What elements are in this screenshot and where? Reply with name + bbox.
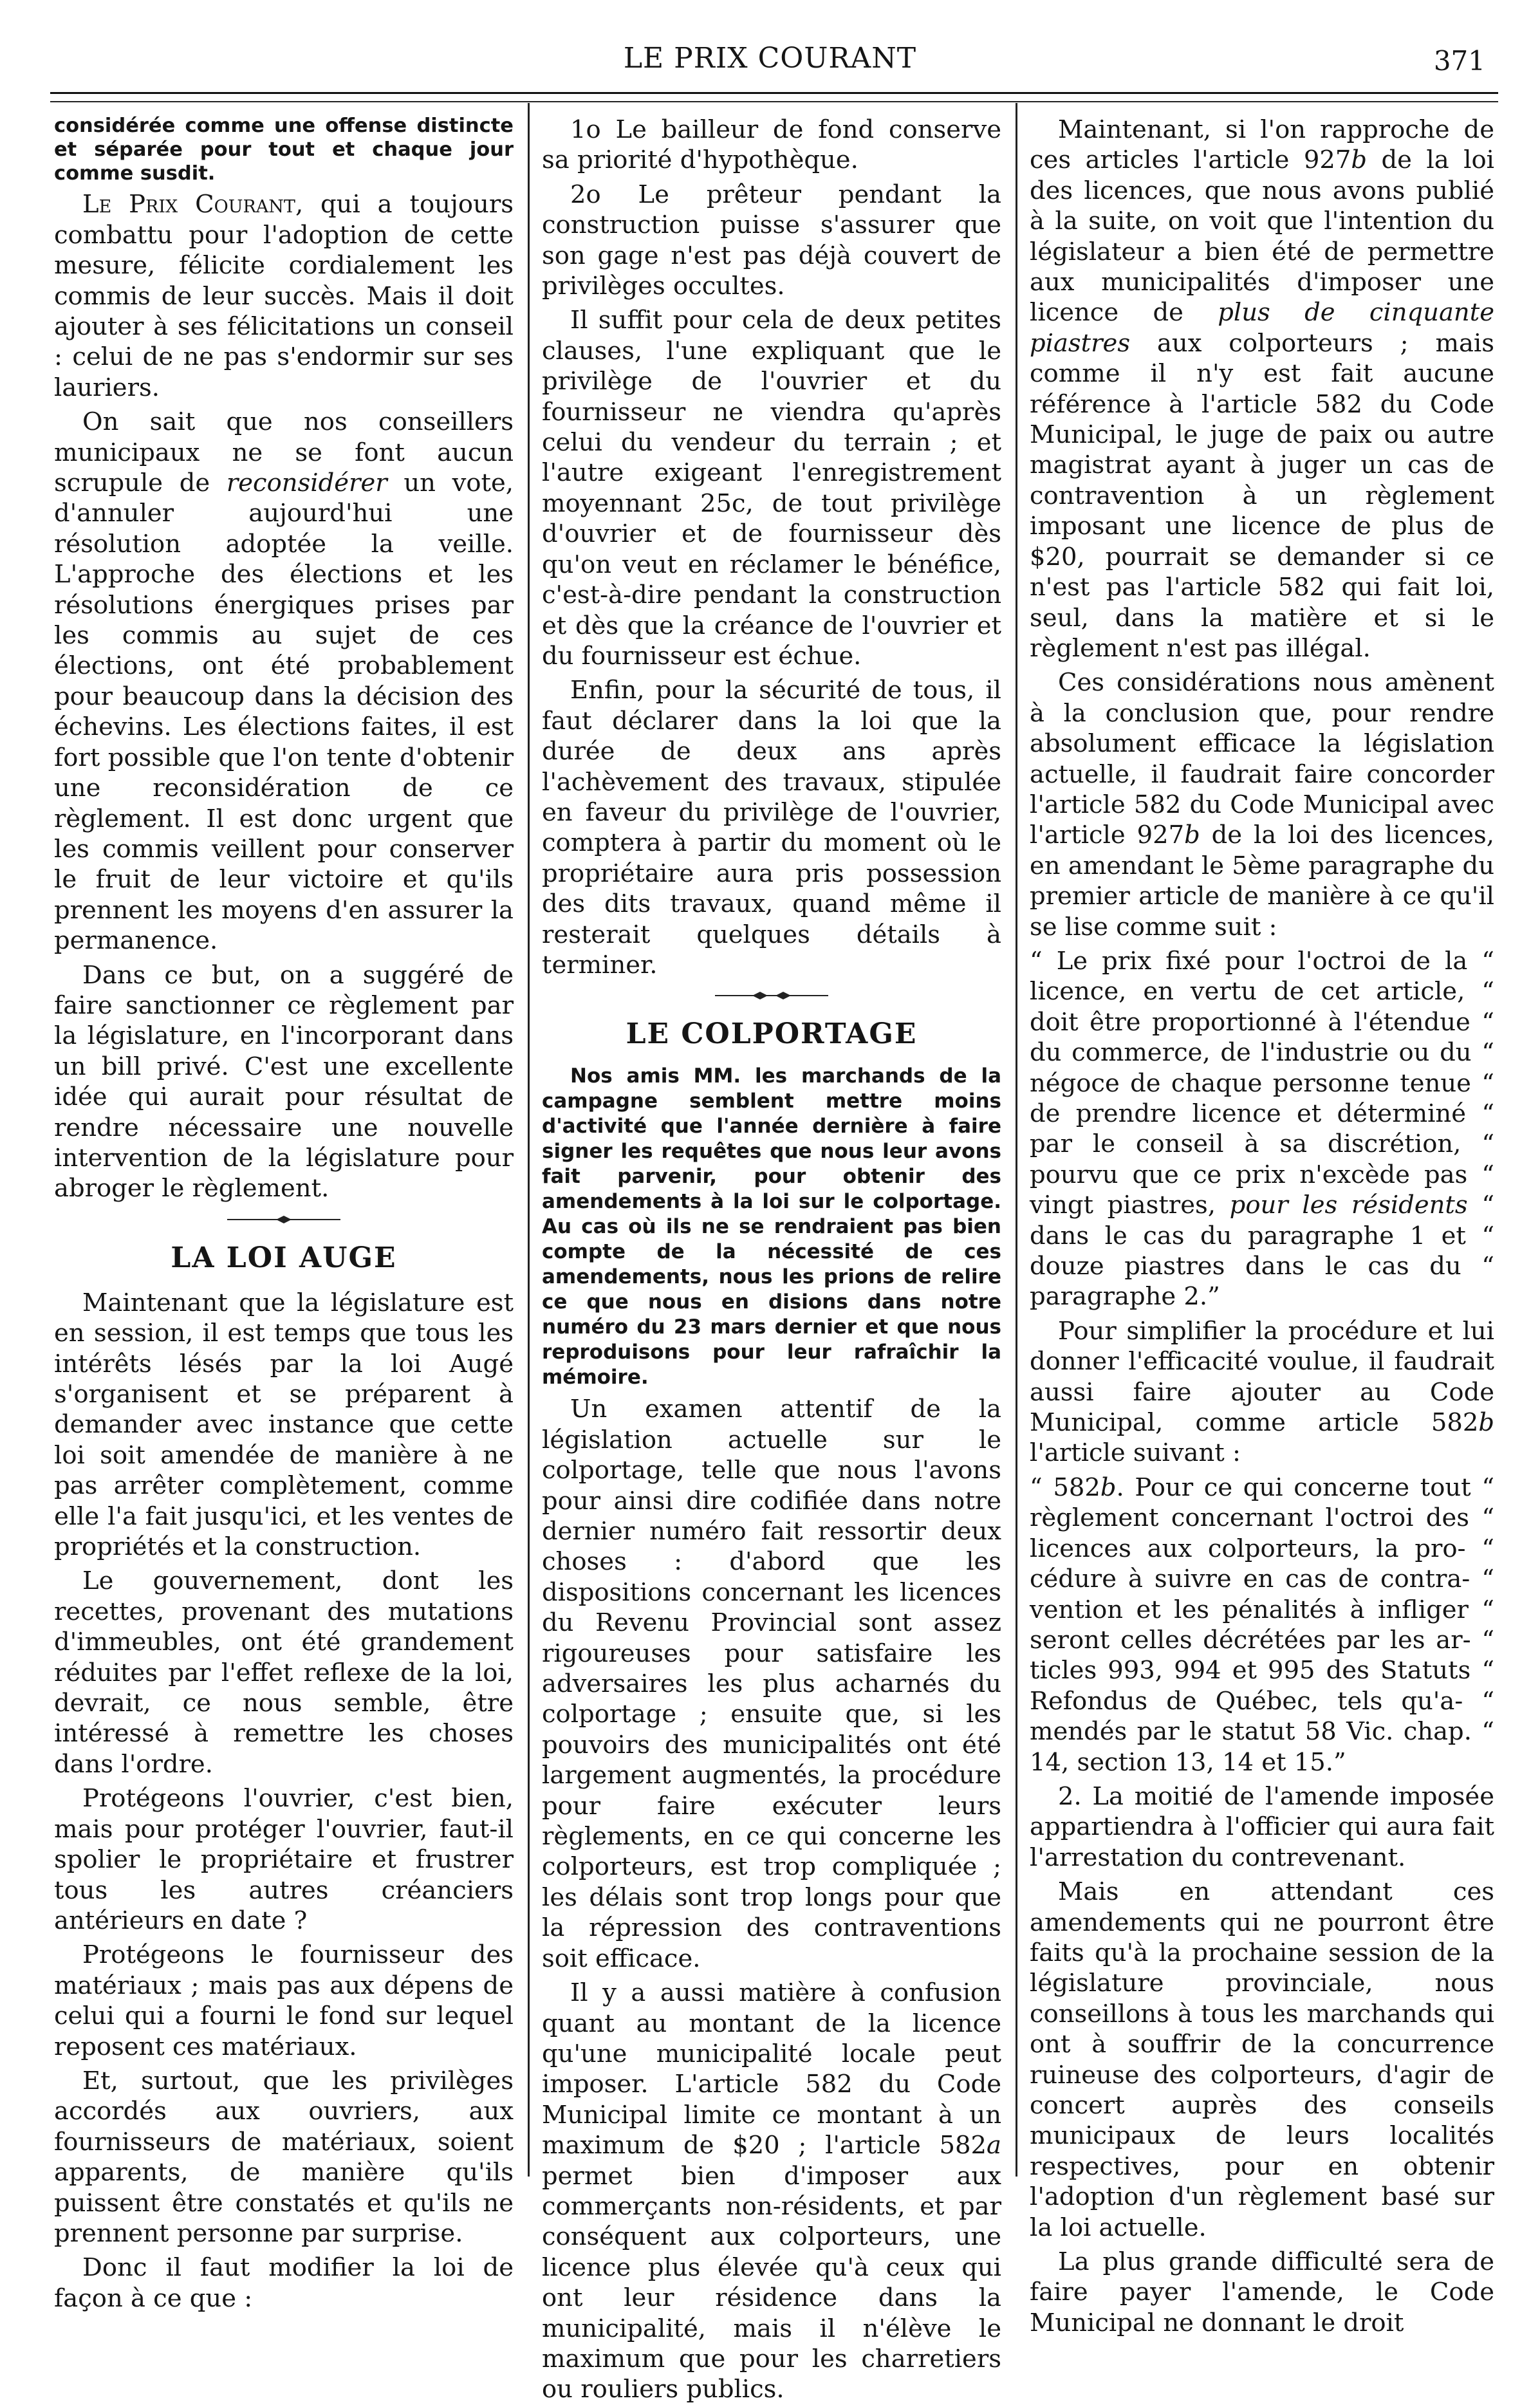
paragraph-text: Ces considérations nous amènent à la conclusion que, pour rendre absolument efficace la législation actuelle, il faudrait faire concorder l'article 582 du Code Municipal avec l'article 927: [1030, 668, 1494, 850]
quote-text: . Pour ce qui concerne tout “ règlement concernant l'octroi des “ licences aux colporteurs, la pro- “ cédure à suivre en cas de contra- “ vention et les pénalités à infliger “ seront celles décrétées par les ar- “ ticles 993, 994 et 995 des Statuts “ Refondus de Québec, tels qu'a- “ mendés par le statut 58 Vic. chap. “ 14, section 13, 14 et 15.”: [1030, 1472, 1495, 1777]
paragraph: Enfin, pour la sécurité de tous, il faut déclarer dans la loi que la durée de deux ans après l'achèvement des travaux, stipulée en faveur du privilège de l'ouvrier, comptera à partir du moment où le propriétaire aura pris possession des dits travaux, quand même il resterait quelques détails à terminer.: [542, 676, 1001, 980]
section-heading: LA LOI AUGE: [171, 1241, 397, 1274]
paragraph: [1030, 115, 1494, 664]
paragraph-text: Maintenant, si l'on rapproche de ces articles l'article 927: [1030, 115, 1494, 175]
quoted-amendment: [1030, 946, 1494, 1312]
intro-paragraph: Nos amis MM. les marchands de la campagne semblent mettre moins d'activité que l'année dernière à faire signer les requêtes que nous leur avons fait parvenir, pour obtenir des amendements à la loi sur le colportage. Au cas où ils ne se rendraient pas bien compte de la nécessité de ces amendements, nous les prions de relire ce que nous en disions dans notre numéro du 23 mars dernier et que nous reproduisons pour leur rafraîchir la mémoire.: [542, 1064, 1001, 1389]
paragraph: [1030, 667, 1494, 942]
page-header: [0, 0, 1540, 113]
paragraph-text: l'article suivant :: [1030, 1438, 1241, 1468]
paragraph: Le gouvernement, dont les recettes, provenant des mutations d'immeubles, ont été grandement réduites par l'effet reflexe de la loi, devrait, ce nous semble, être intéressé à remettre les choses dans l'ordre.: [54, 1566, 514, 1779]
paragraph-text: un vote, d'annuler aujourd'hui une résolution adoptée la veille. L'approche des élections et les résolutions énergiques prises par les commis au sujet de ces élections, ont été probablement pour beaucoup dans la décision des échevins. Les élections faites, il est fort possible que l'on tente d'obtenir une reconsidération de ce règlement. Il est donc urgent que les commis veillent pour conserver le fruit de leur victoire et qu'ils prennent les moyens d'en assurer la permanence.: [54, 469, 514, 956]
column-divider-2: [1016, 103, 1017, 2177]
paragraph-text: de la loi des licences, en amendant le 5ème paragraphe du premier article de manière à ce qu'il se lise comme suit :: [1030, 821, 1494, 942]
quote-text: “ 582: [1030, 1472, 1100, 1502]
emphasis-text: reconsidérer: [226, 469, 387, 498]
quote-text: “ Le prix fixé pour l'octroi de la “ licence, en vertu de cet article, “ doit être proportionné à l'étendue “ du commerce, de l'industrie ou du “ négoce de chaque personne tenue “ de prendre licence et déterminé “ par le conseil à sa discrétion, “ pourvu que ce prix n'excède pas “ vingt piastres,: [1030, 946, 1494, 1220]
paragraph-text: Pour simplifier la procédure et lui donner l'efficacité voulue, il faudrait aussi faire ajouter au Code Municipal, comme article 582: [1030, 1316, 1494, 1438]
paragraph: Mais en attendant ces amendements qui ne pourront être faits qu'à la prochaine session de la législature provinciale, nous conseillons à tous les marchands qui ont à souffrir de la concurrence ruineuse des colporteurs, d'agir de concert auprès des conseils municipaux de leurs localités respectives, pour en obtenir l'adoption d'un règlement basé sur la loi actuelle.: [1030, 1877, 1494, 2242]
paragraph: Donc il faut modifier la loi de façon à ce que :: [54, 2253, 514, 2313]
paragraph: Dans ce but, on a suggéré de faire sanctionner ce règlement par la législature, en l'incorporant dans un bill privé. C'est une excellente idée qui aurait pour résultat de rendre nécessaire une nouvelle intervention de la législature pour abroger le règlement.: [54, 960, 514, 1203]
emphasis-text: plus de cinquante piastres: [1030, 298, 1494, 358]
paragraph: considérée comme une offense distincte et séparée pour tout et chaque jour comme susdit.: [54, 115, 514, 185]
quote-text: “ dans le cas du paragraphe 1 et “ douze piastres dans le cas du “ paragraphe 2.”: [1030, 1191, 1495, 1312]
section-ornament: [714, 990, 830, 1001]
paragraph: Maintenant que la législature est en session, il est temps que tous les intérêts lésés par la loi Augé s'organisent et se préparent à demander avec instance que cette loi soit amendée de manière à ne pas arrêter complètement, comme elle l'a fait jusqu'ici, et les ventes de propriétés et la construction.: [54, 1288, 514, 1562]
paragraph: La plus grande difficulté sera de faire payer l'amende, le Code Municipal ne donnant le droit: [1030, 2247, 1494, 2337]
quoted-article: [1030, 1472, 1494, 1778]
page-number: 371: [1433, 45, 1485, 77]
header-rule-thin: [50, 101, 1498, 102]
paragraph: Et, surtout, que les privilèges accordés aux ouvriers, aux fournisseurs de matériaux, soient apparents, de manière qu'ils puissent être constatés et qu'ils ne prennent personne par surprise.: [54, 2066, 514, 2248]
column-2: [542, 115, 1001, 2404]
emphasis-text: b: [1184, 821, 1200, 850]
paragraph: [54, 407, 514, 956]
paragraph-text: Il y a aussi matière à confusion quant au montant de la licence qu'une municipalité locale peut imposer. L'article 582 du Code Municipal limite ce montant à un maximum de $20 ; l'article 582: [542, 1978, 1001, 2160]
newspaper-name: Le Prix Courant: [82, 190, 295, 219]
paragraph: 1o Le bailleur de fond conserve sa priorité d'hypothèque.: [542, 115, 1001, 175]
emphasis-text: b: [1351, 145, 1367, 175]
running-title: LE PRIX COURANT: [623, 42, 917, 75]
emphasis-text: a: [987, 2131, 1001, 2160]
section-ornament: [226, 1214, 342, 1225]
paragraph: 2. La moitié de l'amende imposée appartiendra à l'officier qui aura fait l'arrestation du contrevenant.: [1030, 1781, 1494, 1872]
emphasis-text: pour les résidents: [1229, 1191, 1468, 1220]
section-heading: LE COLPORTAGE: [626, 1017, 918, 1051]
paragraph: Il suffit pour cela de deux petites clauses, l'une expliquant que le privilège de l'ouvrier et du fournisseur ne viendra qu'après celui du vendeur du terrain ; et l'autre exigeant l'enregistrement moyennant 25c, de tout privilège d'ouvrier et de fournisseur dès qu'on veut en réclamer le bénéfice, c'est-à-dire pendant la construction et dès que la créance de l'ouvrier et du fournisseur est échue.: [542, 306, 1001, 671]
paragraph: [54, 189, 514, 403]
paragraph-text: On sait que nos conseillers municipaux ne se font aucun scrupule de: [54, 407, 514, 498]
paragraph-text: , qui a toujours combattu pour l'adoption de cette mesure, félicite cordialement les commis de leur succès. Mais il doit ajouter à ses félicitations un conseil : celui de ne pas s'endormir sur ses lauriers.: [54, 190, 514, 402]
paragraph: Protégeons le fournisseur des matériaux ; mais pas aux dépens de celui qui a fourni le fond sur lequel reposent ces matériaux.: [54, 1940, 514, 2061]
emphasis-text: b: [1100, 1472, 1117, 1502]
emphasis-text: b: [1478, 1408, 1494, 1438]
paragraph-text: de la loi des licences, que nous avons publié à la suite, on voit que l'intention du législateur a bien été de permettre aux municipalités d'imposer une licence de: [1030, 145, 1494, 328]
column-divider-1: [528, 103, 530, 2177]
paragraph: [1030, 1316, 1494, 1469]
header-rule-thick: [50, 92, 1498, 94]
paragraph: 2o Le prêteur pendant la construction puisse s'assurer que son gage n'est pas déjà couvert de privilèges occultes.: [542, 180, 1001, 301]
paragraph: Protégeons l'ouvrier, c'est bien, mais pour protéger l'ouvrier, faut-il spolier le propriétaire et frustrer tous les autres créanciers antérieurs en date ?: [54, 1784, 514, 1935]
paragraph-text: aux colporteurs ; mais comme il n'y est fait aucune référence à l'article 582 du Code Municipal, le juge de paix ou autre magistrat ayant à juger un cas de contravention à un règlement imposant une licence de plus de $20, pourrait se demander si ce n'est pas l'article 582 qui fait loi, seul, dans la matière et si le règlement n'est pas illégal.: [1030, 328, 1494, 663]
paragraph: [542, 1978, 1001, 2405]
column-1: [54, 115, 514, 2313]
paragraph-text: permet bien d'imposer aux commerçants non-résidents, et par conséquent aux colporteurs, une licence plus élevée qu'à ceux qui ont leur résidence dans la municipalité, mais il n'élève le maximum que pour les charretiers ou rouliers publics.: [542, 2161, 1001, 2404]
column-3: [1030, 115, 1495, 2337]
paragraph: Un examen attentif de la législation actuelle sur le colportage, telle que nous l'avons pour ainsi dire codifiée dans notre dernier numéro fait ressortir deux choses : d'abord que les dispositions concernant les licences du Revenu Provincial sont assez rigoureuses pour satisfaire les adversaires les plus acharnés du colportage ; ensuite que, si les pouvoirs des municipalités ont été largement augmentés, la procédure pour faire exécuter leurs règlements, en ce qui concerne les colporteurs, est trop compliquée ; les délais sont trop longs pour que la répression des contraventions soit efficace.: [542, 1395, 1001, 1973]
